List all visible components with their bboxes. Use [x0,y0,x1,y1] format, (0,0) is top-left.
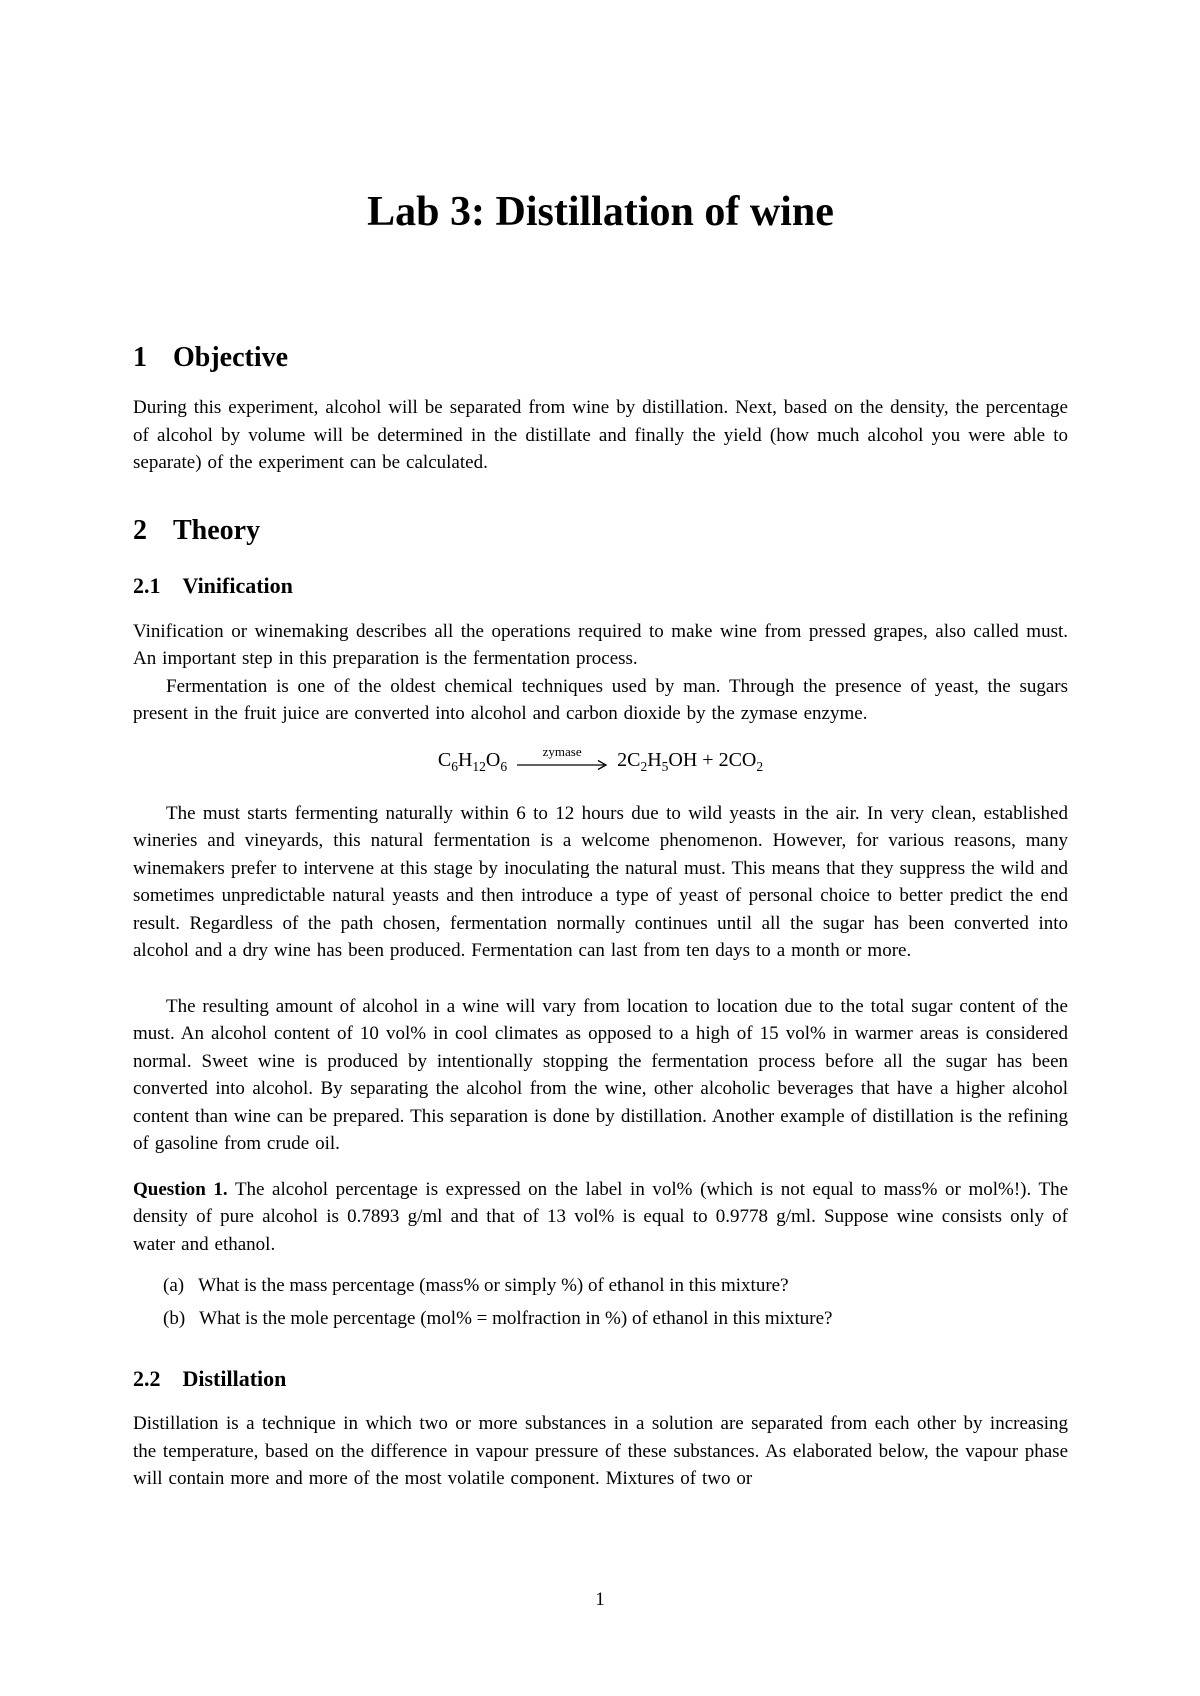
vinification-paragraph-4: The resulting amount of alcohol in a wine will vary from location to location due to the total sugar content of the must. An alcohol content of 10 vol% in cool climates as opposed to a high of 15 vol% in warmer areas is considered normal. Sweet wine is produced by intentionally stopping the fermentation process before all the sugar has been converted into alcohol. By separating the alcohol from the wine, other alcoholic beverages that have a higher alcohol content than wine can be prepared. This separation is done by distillation. Another example of distillation is the refining of gasoline from crude oil. [133,995,1068,1155]
formula-subscript: 5 [661,759,669,775]
section-theory-heading [133,515,1068,547]
subsection-heading-text: Distillation [182,1366,287,1392]
subsection-number: 2.1 [133,573,161,599]
formula-text: H [457,749,473,772]
list-item [163,1272,1068,1300]
vinification-paragraph-2: Fermentation is one of the oldest chemical techniques used by man. Through the presence of yeast, the sugars present in the fruit juice are converted into alcohol and carbon dioxide by the zymase enzyme. [133,675,1068,725]
list-item-marker: (a) [163,1275,185,1297]
formula-subscript: 2 [640,759,648,775]
chemical-equation [133,743,1068,775]
section-objective-heading [133,342,1068,374]
reaction-arrow-icon [516,759,608,771]
reactant-formula [437,749,508,775]
page-title: Lab 3: Distillation of wine [367,189,834,235]
vinification-paragraph-1: Vinification or winemaking describes all the operations required to make wine from pressed grapes, also called must. An important step in this preparation is the fermentation process. [133,620,1068,670]
question-1-paragraph [133,1176,1068,1259]
question-label: Question 1. [133,1178,228,1200]
distillation-paragraph-1: Distillation is a technique in which two or more substances in a solution are separated from each other by increasing the temperature, based on the difference in vapour pressure of these substances. As elaborated below, the vapour phase will contain more and more of the most volatile component. Mixtures of two or [133,1413,1068,1490]
formula-subscript: 6 [451,759,458,775]
formula-text: C [437,749,452,772]
list-item-text: What is the mole percentage (mol% = molfraction in %) of ethanol in this mixture? [199,1307,833,1329]
vinification-paragraph-3: The must starts fermenting naturally within 6 to 12 hours due to wild yeasts in the air. In very clean, established wineries and vineyards, this natural fermentation is a welcome phenomenon. However, for various reasons, many winemakers prefer to intervene at this stage by inoculating the natural must. This means that they suppress the wild and sometimes unpredictable natural yeasts and then introduce a type of yeast of personal choice to better predict the end result. Regardless of the path chosen, fermentation normally continues until all the sugar has been converted into alcohol and a dry wine has been produced. Fermentation can last from ten days to a month or more. [133,802,1068,962]
section-heading-text: Objective [173,342,289,374]
formula-subscript: 6 [500,759,508,775]
objective-paragraph: During this experiment, alcohol will be separated from wine by distillation. Next, based on the density, the percentage of alcohol by volume will be determined in the distillate and finally the yield (how much alcohol you were able to separate) of the experiment can be calculated. [133,397,1068,474]
list-item-text: What is the mass percentage (mass% or simply %) of ethanol in this mixture? [198,1275,789,1297]
subsection-distillation-heading [133,1366,1068,1392]
formula-text: H [647,749,662,772]
page-number: 1 [595,1589,605,1610]
section-number: 1 [133,342,147,374]
reaction-arrow [516,745,608,771]
subsection-heading-text: Vinification [182,573,293,599]
formula-text: 2C [617,749,641,772]
reaction-arrow-label: zymase [542,743,582,759]
formula-subscript: 12 [472,759,486,775]
formula-subscript: 2 [756,759,764,775]
list-item [163,1305,1068,1333]
list-item-marker: (b) [163,1307,186,1329]
section-heading-text: Theory [173,514,261,546]
question-text: The alcohol percentage is expressed on the label in vol% (which is not equal to mass% or mol%!). The density of pure alcohol is 0.7893 g/ml and that of 13 vol% is equal to 0.9778 g/ml. Suppose wine consists only of water and ethanol. [133,1178,1069,1255]
subsection-vinification-heading [133,573,1068,599]
subsection-number: 2.2 [133,1366,161,1392]
formula-text: O [485,749,501,772]
question-list [133,1272,1068,1332]
product-formula [617,749,764,775]
formula-text: OH + 2CO [668,749,757,772]
section-number: 2 [133,514,147,546]
